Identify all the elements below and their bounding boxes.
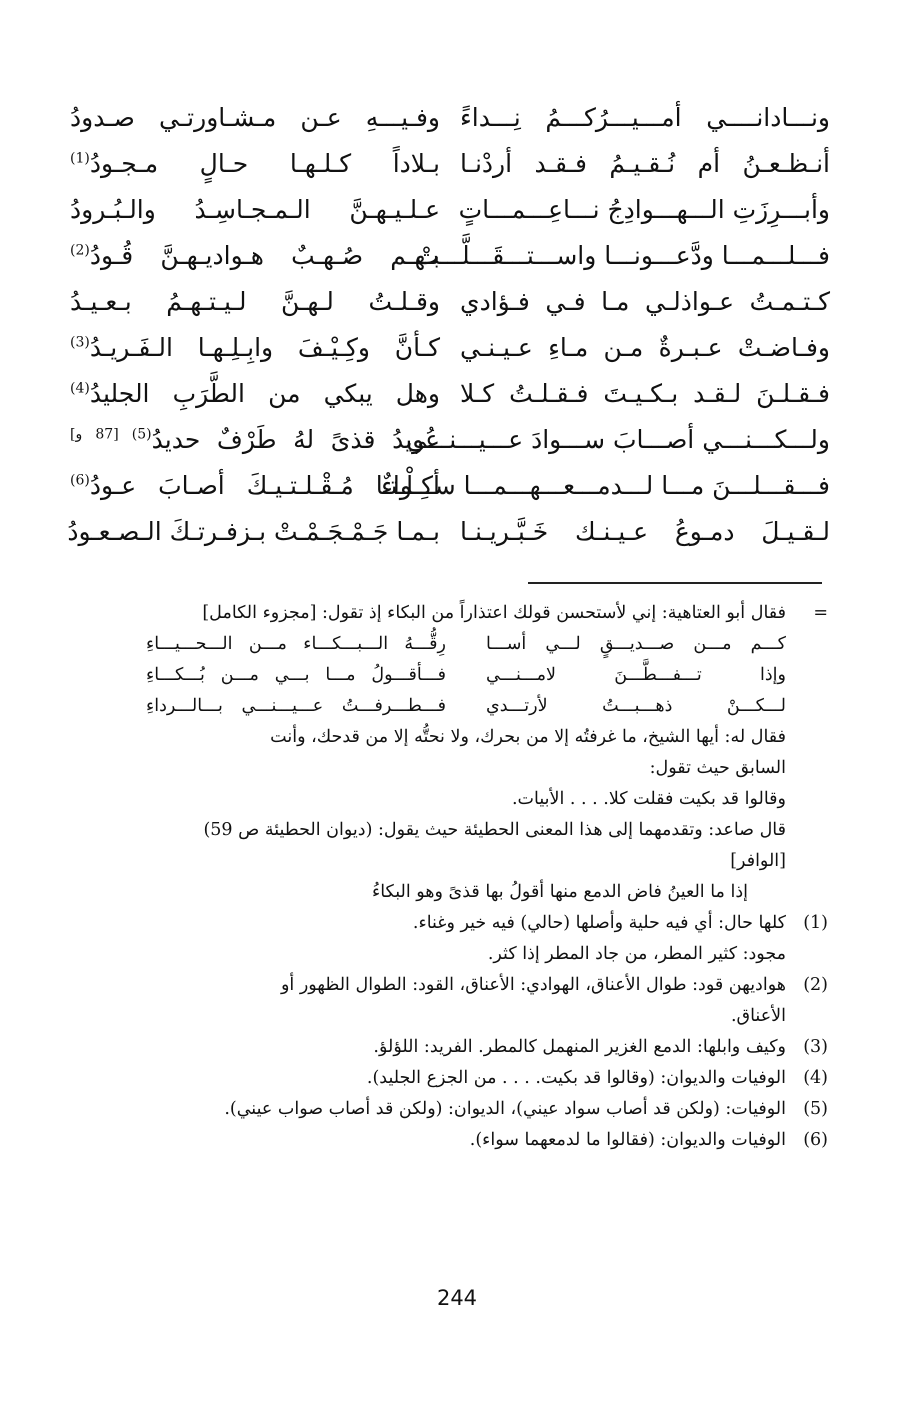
verse-row [60, 371, 840, 417]
quoted-verse: إذا ما العينُ فاض الدمع منها أقولُ بها قذىً وهو البكاءُ [372, 882, 748, 902]
quoted-verse [82, 691, 828, 722]
footnote-item [82, 1125, 828, 1156]
quoted-verse [82, 629, 828, 660]
footnote-ref: (5) [87 و] [70, 426, 152, 443]
verse-second-hemistich [60, 141, 440, 187]
verse-row [60, 325, 840, 371]
hemistich-text: وهل يبكي من الطَّرَبِ الجليدُ [89, 379, 440, 408]
hemistich-text: أكِـلْـتـا مُـقْـلـتـيـكَ أصـابَ عـودُ [89, 471, 440, 500]
footnote-line [82, 1001, 828, 1032]
verse-second-hemistich [60, 279, 440, 325]
hemistich-text: وقـلـتُ لـهـنَّ لـيـتـهـمُ بـعـيـدُ [70, 287, 440, 316]
footnote-item [82, 970, 828, 1001]
hemistich-text: بـمـا جَـمْـجَـمْـتْ بـزفـرتـكَ الـصـعـودُ [67, 517, 440, 546]
verse-first-hemistich: وفـاضـتْ عـبـرةٌ مـن مـاءِ عـيـنـي [460, 333, 830, 362]
footnote-text: هواديهن قود: طوال الأعناق، الهوادي: الأعناق، القود: الطوال الظهور أو [280, 975, 786, 995]
hemistich-text: وفـيـــهِ عـن مـشـاورتـي صـدودُ [70, 103, 440, 132]
footnote-ref: (1) [70, 150, 90, 167]
hemistich-text: بـلاداً كـلـهـا حـالٍ مـجـودُ [89, 149, 440, 178]
footnote-separator [528, 582, 822, 584]
verse-first-hemistich: كـتـمـتُ عـواذلـي مـا فـي فـؤادي [460, 287, 830, 316]
footnote-ref: (4) [70, 380, 90, 397]
footnote-line [82, 753, 828, 784]
verse-first-hemistich: ونـــادانــــي أمـــيـــرُكـــمُ نِـــداءً [460, 103, 830, 132]
verse-second-hemistich [60, 417, 440, 463]
footnote-text: [الوافر] [730, 851, 786, 871]
footnote-text: وقالوا قد بكيت فقلت كلا. . . . الأبيات. [511, 789, 786, 809]
quoted-verse-second: فـــطـــرفـــتُ عـــيـــنـــي بـــالـــرداءِ [146, 696, 446, 716]
quoted-verse-second: فـــأقـــولُ مـــا بـــي مـــن بُـــكـــاءِ [146, 665, 446, 685]
footnote-text: فقال له: أيها الشيخ، ما غرفتُه إلا من بحرك، ولا نحتُّه إلا من قدحك، وأنت [270, 727, 786, 747]
verse-second-hemistich [60, 509, 440, 555]
footnote-text: فقال أبو العتاهية: إني لأستحسن قولك اعتذاراً من البكاء إذ تقول: [مجزوء الكامل] [202, 603, 786, 623]
hemistich-text: كـأنَّ وكِـيْـفَ وابِـلِـهـا الـفَـريـدُ [89, 333, 440, 362]
footnote-number: (4) [803, 1068, 828, 1088]
verse-row [60, 187, 840, 233]
hemistich-text: بـهـم صُـهـبٌ هـواديـهـنَّ قُـودُ [89, 241, 440, 270]
footnote-number: (1) [803, 913, 828, 933]
verse-first-hemistich: فـــقـــلـــنَ مـــا لـــدمـــعـــهـــمـــا ســـواءٌ [381, 471, 830, 500]
footnote-item [82, 1032, 828, 1063]
footnote-line [82, 877, 828, 908]
verse-row [60, 509, 840, 555]
hemistich-text: عـلـيـهـنَّ الـمـجـاسِـدُ والـبُـرودُ [70, 195, 440, 224]
verse-second-hemistich [60, 233, 440, 279]
footnote-item [82, 908, 828, 939]
verse-first-hemistich: أنـظـعـنُ أم نُـقـيـمُ فـقـد أردْنـا [460, 149, 830, 178]
verse-first-hemistich: فـقـلـنَ لـقـد بـكـيـتَ فـقـلـتُ كـلا [460, 379, 830, 408]
quoted-verse-first: لـــكـــنْ ذهـــبـــتُ لأرتـــدي [486, 696, 786, 716]
footnote-ref: (2) [70, 242, 90, 259]
footnote-number: (6) [803, 1130, 828, 1150]
footnote-text: وكيف وابلها: الدمع الغزير المنهمل كالمطر. الفريد: اللؤلؤ. [373, 1037, 786, 1057]
footnote-line [82, 939, 828, 970]
footnote-line [82, 815, 828, 846]
verse-first-hemistich: لـقـيـلَ دمـوعُ عـيـنـك خَـبَّـريـنـا [460, 517, 830, 546]
quoted-verse-first: كـــم مـــن صـــديـــقٍ لـــي أســـا [486, 634, 786, 654]
footnote-number: (2) [803, 975, 828, 995]
verse-row [60, 141, 840, 187]
footnote-ref: (3) [70, 334, 90, 351]
verse-first-hemistich: وأبـــرِزَتِ الـــهـــوادِجُ نـــاعِـــمـــاتٍ [458, 195, 830, 224]
footnote-item [82, 1063, 828, 1094]
footnote-text: الوفيات والديوان: (فقالوا ما لدمعهما سواء). [469, 1130, 786, 1150]
footnote-ref: (6) [70, 472, 90, 489]
verse-second-hemistich [60, 325, 440, 371]
page-number: 244 [436, 1286, 478, 1310]
footnote-text: مجود: كثير المطر، من جاد المطر إذا كثر. [487, 944, 786, 964]
footnote-text: الوفيات والديوان: (وقالوا قد بكيت. . . . من الجزع الجليد). [366, 1068, 786, 1088]
continuation-mark: = [813, 603, 828, 623]
footnote-line [82, 598, 828, 629]
verse-second-hemistich [60, 371, 440, 417]
footnote-text: السابق حيث تقول: [649, 758, 786, 778]
footnote-line [82, 784, 828, 815]
verse-first-hemistich: ولـــكـــنـــي أصـــابَ ســـوادَ عـــيـــنـــي [406, 425, 830, 454]
hemistich-text: عُويدُ قذىً لهُ طَرْفٌ حديدُ [151, 425, 440, 454]
verse-second-hemistich [60, 463, 440, 509]
verse-row [60, 279, 840, 325]
footnote-line [82, 722, 828, 753]
footnote-number: (5) [803, 1099, 828, 1119]
footnote-line [82, 846, 828, 877]
verse-second-hemistich [60, 95, 440, 141]
verse-row [60, 417, 840, 463]
footnote-text: الأعناق. [730, 1006, 786, 1026]
quoted-verse [82, 660, 828, 691]
quoted-verse-first: وإذا تـــفـــطَّـــنَ لامـــنـــي [486, 665, 786, 685]
verse-second-hemistich [60, 187, 440, 233]
footnote-item [82, 1094, 828, 1125]
footnote-number: (3) [803, 1037, 828, 1057]
verse-first-hemistich: فـــلـــمـــا ودَّعـــونـــا واســـتـــقَـــلَّـــتْ [415, 241, 830, 270]
footnote-text: كلها حال: أي فيه حلية وأصلها (حالي) فيه خير وغناء. [412, 913, 786, 933]
verse-row [60, 233, 840, 279]
footnote-text: الوفيات: (ولكن قد أصاب سواد عيني)، الديوان: (ولكن قد أصاب صواب عيني). [224, 1099, 786, 1119]
poem-block [60, 95, 840, 555]
quoted-verse-second: رِقُّـــهُ الـــبـــكـــاء مـــن الـــحـــيـــاءِ [146, 634, 446, 654]
verse-row [60, 463, 840, 509]
footnotes [82, 598, 828, 1156]
footnote-text: قال صاعد: وتقدمهما إلى هذا المعنى الحطيئة حيث يقول: (ديوان الحطيئة ص 59) [203, 820, 786, 840]
verse-row [60, 95, 840, 141]
